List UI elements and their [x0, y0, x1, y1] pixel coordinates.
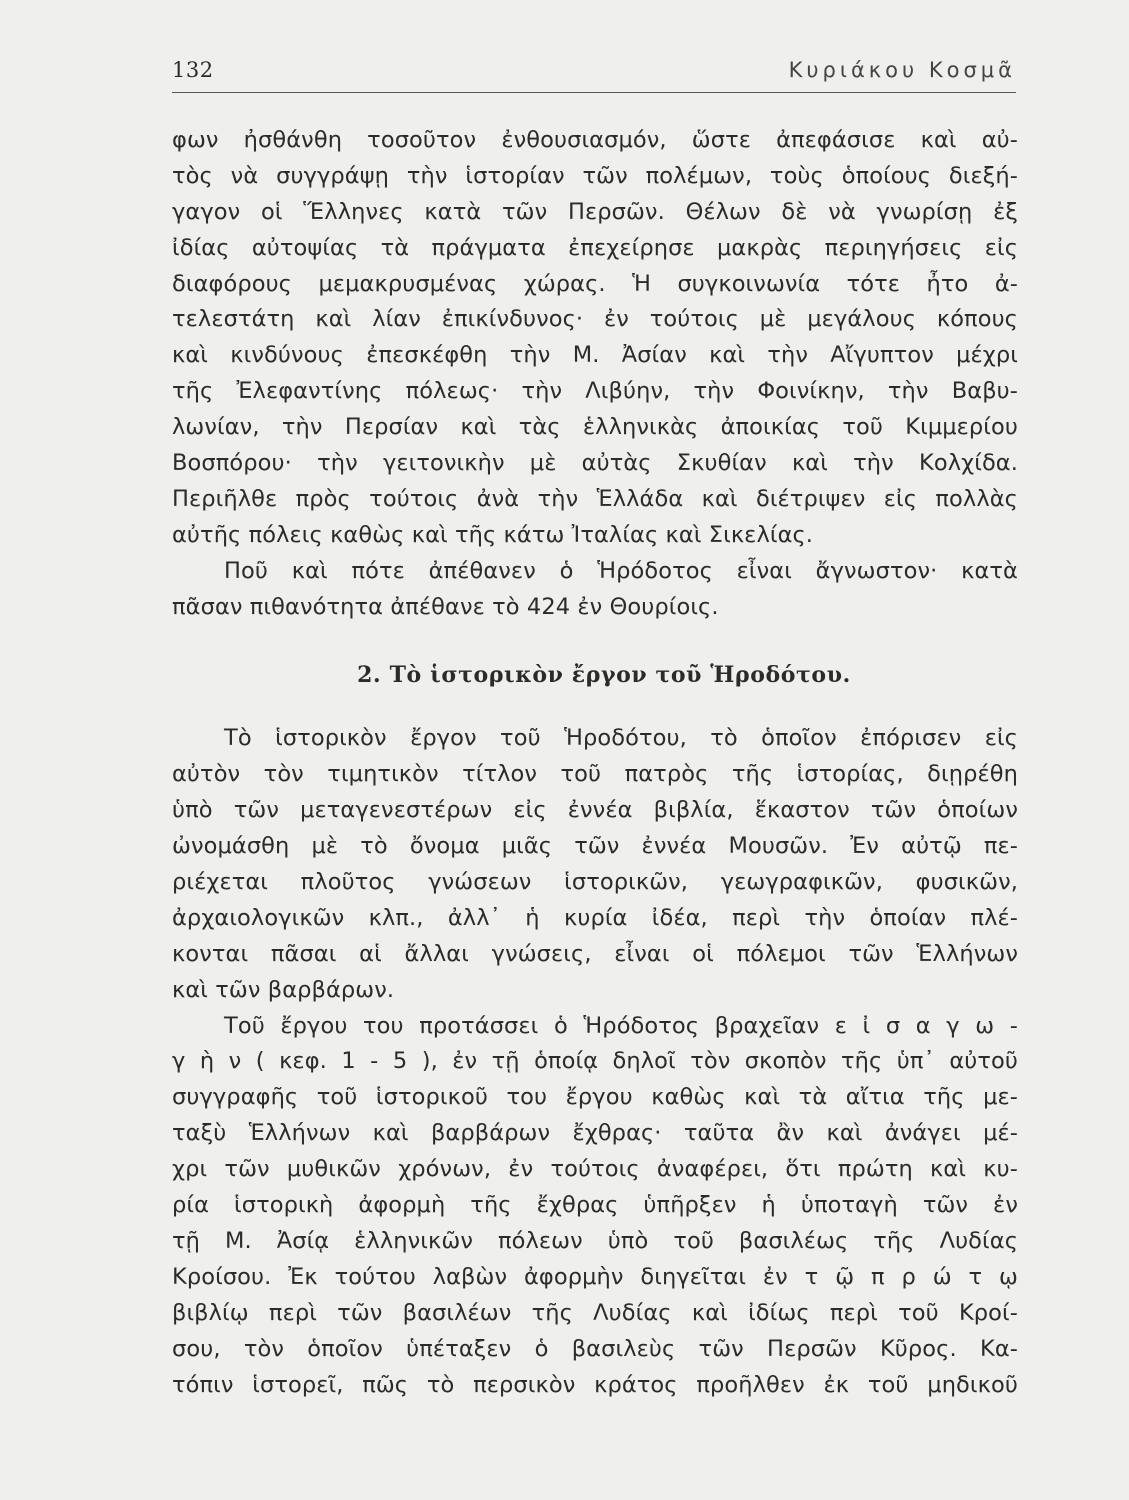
text-line: σου, τὸν ὁποῖον ὑπέταξεν ὁ βασιλεὺς τῶν Περσῶν Κῦρος. Κα-	[172, 1335, 1018, 1362]
header-rule	[172, 92, 1016, 93]
text-line: ρία ἱστορικὴ ἀφορμὴ τῆς ἔχθρας ὑπῆρξεν ἡ ὑποταγὴ τῶν ἐν	[172, 1192, 1018, 1219]
paragraph	[172, 1009, 1018, 1404]
text-line: βιβλίῳ περὶ τῶν βασιλέων τῆς Λυδίας καὶ ἰδίως περὶ τοῦ Κροί-	[172, 1299, 1018, 1326]
text-line: τῆς Ἐλεφαντίνης πόλεως· τὴν Λιβύην, τὴν Φοινίκην, τὴν Βαβυ-	[172, 378, 1018, 405]
text-line: αὐτὸν τὸν τιμητικὸν τίτλον τοῦ πατρὸς τῆς ἱστορίας, διῃρέθη	[172, 761, 1018, 788]
text-line: χρι τῶν μυθικῶν χρόνων, ἐν τούτοις ἀναφέρει, ὅτι πρώτη καὶ κυ-	[172, 1156, 1018, 1183]
text-line: ταξὺ Ἑλλήνων καὶ βαρβάρων ἔχθρας· ταῦτα ἂν καὶ ἀνάγει μέ-	[172, 1120, 1018, 1147]
text-line: ἀρχαιολογικῶν κλπ., ἀλλ᾽ ἡ κυρία ἰδέα, περὶ τὴν ὁποίαν πλέ-	[172, 904, 1018, 931]
text-line: διαφόρους μεμακρυσμένας χώρας. Ἡ συγκοινωνία τότε ἦτο ἀ-	[172, 270, 1018, 297]
text-line: τελεστάτη καὶ λίαν ἐπικίνδυνος· ἐν τούτοις μὲ μεγάλους κόπους	[172, 306, 1018, 333]
text-line: τόπιν ἱστορεῖ, πῶς τὸ περσικὸν κράτος προῆλθεν ἐκ τοῦ μηδικοῦ	[172, 1371, 1018, 1398]
body-text	[172, 123, 1018, 1403]
text-line: ριέχεται πλοῦτος γνώσεων ἱστορικῶν, γεωγραφικῶν, φυσικῶν,	[172, 869, 1018, 896]
text-line: Βοσπόρου· τὴν γειτονικὴν μὲ αὐτὰς Σκυθίαν καὶ τὴν Κολχίδα.	[172, 450, 1018, 477]
text-line: συγγραφῆς τοῦ ἱστορικοῦ του ἔργου καθὼς καὶ τὰ αἴτια τῆς με-	[172, 1084, 1018, 1111]
text-line: Ποῦ καὶ πότε ἀπέθανεν ὁ Ἡρόδοτος εἶναι ἄγνωστον· κατὰ	[224, 557, 1018, 584]
paragraph-continuation	[172, 123, 1018, 554]
paragraph	[172, 554, 1018, 626]
running-title: Κυριάκου Κοσμᾶ	[788, 58, 1016, 82]
page-number: 132	[172, 58, 214, 82]
text-line: ἰδίας αὐτοψίας τὰ πράγματα ἐπεχείρησε μακρὰς περιηγήσεις εἰς	[172, 234, 1018, 261]
text-line: γ ὴ ν ( κεφ. 1 - 5 ), ἐν τῇ ὁποίᾳ δηλοῖ τὸν σκοπὸν τῆς ὑπ᾽ αὐτοῦ	[172, 1048, 1018, 1075]
text-line: καὶ κινδύνους ἐπεσκέφθη τὴν Μ. Ἀσίαν καὶ τὴν Αἴγυπτον μέχρι	[172, 342, 1018, 369]
paragraph	[172, 721, 1018, 1008]
text-line: κονται πᾶσαι αἱ ἄλλαι γνώσεις, εἶναι οἱ πόλεμοι τῶν Ἑλλήνων	[172, 940, 1018, 967]
text-line: αὐτῆς πόλεις καθὼς καὶ τῆς κάτω Ἰταλίας καὶ Σικελίας.	[172, 521, 814, 548]
section-heading: 2. Τὸ ἱστορικὸν ἔργον τοῦ Ἡροδότου.	[357, 662, 851, 689]
text-line: ὑπὸ τῶν μεταγενεστέρων εἰς ἐννέα βιβλία, ἕκαστον τῶν ὁποίων	[172, 797, 1018, 824]
text-line: λωνίαν, τὴν Περσίαν καὶ τὰς ἑλληνικὰς ἀποικίας τοῦ Κιμμερίου	[172, 414, 1018, 441]
text-line: τῇ Μ. Ἀσίᾳ ἑλληνικῶν πόλεων ὑπὸ τοῦ βασιλέως τῆς Λυδίας	[172, 1227, 1018, 1254]
text-line: πᾶσαν πιθανότητα ἀπέθανε τὸ 424 ἐν Θουρίοις.	[172, 593, 719, 620]
text-line: φων ἠσθάνθη τοσοῦτον ἐνθουσιασμόν, ὥστε ἀπεφάσισε καὶ αὐ-	[172, 127, 1018, 153]
text-line: Κροίσου. Ἐκ τούτου λαβὼν ἀφορμὴν διηγεῖται ἐν τ ῷ π ρ ώ τ ῳ	[172, 1263, 1018, 1290]
text-line: γαγον οἱ Ἕλληνες κατὰ τῶν Περσῶν. Θέλων δὲ νὰ γνωρίσῃ ἐξ	[172, 198, 1018, 225]
text-line: Τὸ ἱστορικὸν ἔργον τοῦ Ἡροδότου, τὸ ὁποῖον ἐπόρισεν εἰς	[224, 725, 1018, 752]
text-line: ὠνομάσθη μὲ τὸ ὄνομα μιᾶς τῶν ἐννέα Μουσῶν. Ἐν αὐτῷ πε-	[172, 833, 1018, 860]
text-line: Τοῦ ἔργου του προτάσσει ὁ Ἡρόδοτος βραχεῖαν ε ἰ σ α γ ω -	[224, 1012, 1018, 1039]
running-head	[172, 56, 1016, 96]
text-line: τὸς νὰ συγγράψῃ τὴν ἱστορίαν τῶν πολέμων, τοὺς ὁποίους διεξή-	[172, 162, 1018, 189]
text-line: καὶ τῶν βαρβάρων.	[172, 976, 395, 1003]
text-line: Περιῆλθε πρὸς τούτοις ἀνὰ τὴν Ἑλλάδα καὶ διέτριψεν εἰς πολλὰς	[172, 485, 1018, 512]
